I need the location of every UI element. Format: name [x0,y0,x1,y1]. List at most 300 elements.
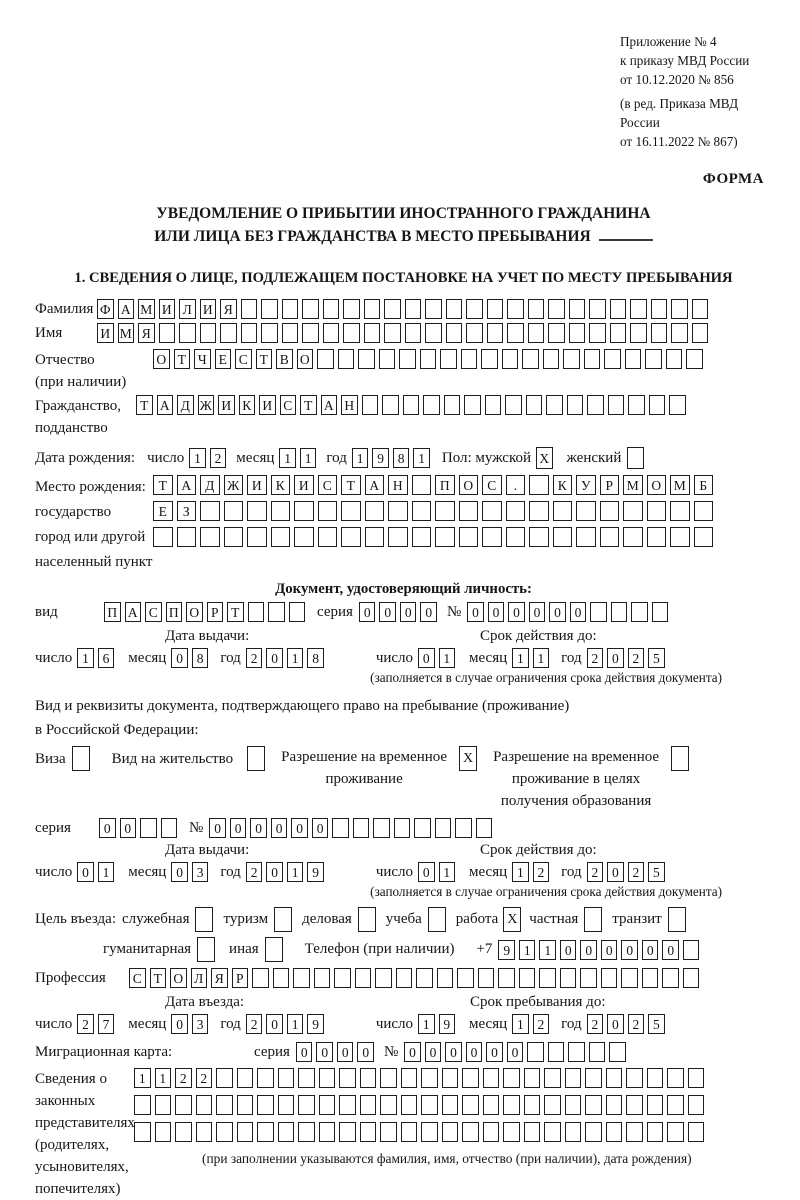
form-cell [487,299,504,319]
form-cell [241,323,258,343]
form-cell: 2 [628,862,645,882]
form-cell [647,1122,664,1142]
form-cell: 0 [508,602,525,622]
edu-residence-checkbox [671,746,689,771]
form-cell [585,1068,602,1088]
form-cell: И [218,395,235,415]
form-cell: 2 [246,1014,263,1034]
form-cell: 2 [628,1014,645,1034]
form-cell: С [235,349,252,369]
form-cell [522,349,539,369]
visa-checkbox [72,746,90,771]
form-cell [553,501,573,521]
given-name-row [35,323,772,343]
form-cell: 0 [209,818,226,838]
citizenship-label-line2: подданство [35,420,108,436]
form-cell: 1 [155,1068,172,1088]
title-line-2-text: ИЛИ ЛИЦА БЕЗ ГРАЖДАНСТВА В МЕСТО ПРЕБЫВАНИЯ [154,228,591,245]
form-cell [360,1122,377,1142]
form-cell: С [318,475,338,495]
form-cell: 2 [210,448,227,468]
form-cell [686,349,703,369]
month-label: месяц [469,863,508,880]
entry-day-cells [77,1014,118,1034]
document-title [35,202,772,248]
form-cell [257,1122,274,1142]
form-cell: 0 [357,1042,374,1062]
form-cell [318,501,338,521]
form-cell: 0 [621,940,638,960]
representatives-label-line: Сведения о [35,1071,107,1087]
form-cell: А [125,602,142,622]
form-label: ФОРМА [702,171,764,187]
profession-row [35,968,772,988]
form-cell [503,1095,520,1115]
form-cell [339,1068,356,1088]
form-cell: И [259,395,276,415]
temp-residence-label-line2: проживание [325,771,403,787]
form-cell [462,1122,479,1142]
form-cell [506,501,526,521]
identity-dates-header [35,628,772,646]
permit-series-row [35,818,772,838]
permit-valid-day [418,862,459,882]
form-cell [216,1122,233,1142]
form-cell [503,1068,520,1088]
form-cell: Е [215,349,232,369]
form-cell: 1 [413,448,430,468]
form-cell: 0 [230,818,247,838]
form-cell: 0 [662,940,679,960]
identity-doc-header: Документ, удостоверяющий личность: [275,581,532,597]
form-cell [683,968,700,988]
form-cell [455,818,472,838]
form-body [35,299,772,1200]
female-label: женский [566,449,622,466]
form-cell [323,299,340,319]
identity-doc-row [35,602,772,622]
form-cell [293,968,310,988]
title-line-2 [35,225,772,248]
permit-valid-year [587,862,669,882]
form-cell: 0 [642,940,659,960]
form-cell: 2 [587,862,604,882]
form-cell [548,323,565,343]
birth-place-row-3 [153,527,717,547]
form-cell [155,1122,172,1142]
form-cell: 0 [171,648,188,668]
form-cell: Р [600,475,620,495]
permit-intro-line1: Вид и реквизиты документа, подтверждающего право на пребывание (проживание) [35,698,570,714]
surname-cells [97,299,712,319]
form-cell: М [138,299,155,319]
purpose-other-checkbox [265,937,283,962]
form-cell: 3 [192,1014,209,1034]
form-cell: 8 [307,648,324,668]
form-cell [248,602,265,622]
representatives-label [35,1068,134,1200]
form-cell [339,1122,356,1142]
month-label: месяц [469,649,508,666]
entry-purpose-row [35,907,772,932]
representatives-row-3 [134,1122,708,1142]
form-cell: 0 [560,940,577,960]
patronymic-cells [153,349,707,369]
form-cell [671,299,688,319]
form-cell: 1 [77,648,94,668]
form-cell [524,1122,541,1142]
female-checkbox [627,447,644,469]
form-cell [485,395,502,415]
form-cell [358,349,375,369]
form-cell [565,1068,582,1088]
form-cell [565,1095,582,1115]
form-cell [140,818,157,838]
birth-place-cells [153,475,717,547]
form-cell [196,1122,213,1142]
form-cell: Т [136,395,153,415]
phone-label: Телефон (при наличии) [304,941,455,957]
form-cell [341,527,361,547]
form-cell [567,395,584,415]
purpose-official-label: служебная [121,911,190,927]
permit-series-cells [99,818,181,838]
form-cell [692,323,709,343]
form-cell: 0 [400,602,417,622]
form-cell [360,1095,377,1115]
entry-dates-header [35,994,772,1012]
permit-dates-header [35,842,772,860]
form-cell [466,299,483,319]
form-cell [364,299,381,319]
form-cell [483,1068,500,1088]
form-cell: 1 [287,1014,304,1034]
form-cell [526,395,543,415]
form-cell: 1 [539,940,556,960]
form-cell [606,1095,623,1115]
form-cell: 1 [533,648,550,668]
form-cell: И [247,475,267,495]
form-cell [568,1042,585,1062]
identity-issue-day [77,648,118,668]
form-cell [302,323,319,343]
form-cell: 1 [439,648,456,668]
form-cell [257,1068,274,1088]
form-cell [688,1095,705,1115]
form-cell: Я [211,968,228,988]
form-cell [224,501,244,521]
migration-number-cells [404,1042,630,1062]
purpose-other-label: иная [229,941,259,957]
form-cell: 5 [648,862,665,882]
form-cell: 9 [372,448,389,468]
form-cell [412,527,432,547]
form-cell [688,1122,705,1142]
form-cell: С [145,602,162,622]
form-cell: 1 [439,862,456,882]
form-cell [459,501,479,521]
form-cell [585,1122,602,1142]
title-blank-line [599,228,653,241]
month-label: месяц [236,449,275,466]
form-cell [546,395,563,415]
edu-residence-label [493,746,659,812]
series-label: серия [317,603,353,620]
form-cell: Б [694,475,714,495]
form-cell [464,395,481,415]
form-cell: 0 [607,1014,624,1034]
migration-card-label: Миграционная карта: [35,1043,173,1060]
form-cell [294,527,314,547]
purpose-tourism-checkbox [274,907,292,932]
form-cell [563,349,580,369]
form-cell [159,323,176,343]
form-cell [323,323,340,343]
form-cell [343,299,360,319]
form-cell [294,501,314,521]
form-cell [670,501,690,521]
form-cell: У [576,475,596,495]
form-cell [481,349,498,369]
form-cell [606,1068,623,1088]
form-cell: Ч [194,349,211,369]
form-cell [414,818,431,838]
form-cell: Т [300,395,317,415]
form-cell [444,395,461,415]
form-cell: О [170,968,187,988]
form-cell [179,323,196,343]
form-cell: 1 [279,448,296,468]
form-cell [375,968,392,988]
valid-until-label: Срок действия до: [480,842,597,858]
temp-residence-label-line1: Разрешение на временное [281,749,448,765]
form-cell: 0 [425,1042,442,1062]
form-cell [569,299,586,319]
form-cell: 0 [529,602,546,622]
form-cell: 0 [488,602,505,622]
year-label: год [561,649,582,666]
representatives-label-line: представителях [35,1115,135,1131]
entry-purpose-row-2 [35,937,772,962]
form-cell: 1 [512,862,529,882]
purpose-tourism-label: туризм [223,911,269,927]
form-cell: Т [153,475,173,495]
temp-residence-checkbox: X [459,746,477,771]
day-label: число [375,649,414,666]
form-cell: 0 [379,602,396,622]
form-cell [384,299,401,319]
form-cell: Р [232,968,249,988]
form-cell: 2 [246,862,263,882]
series-label: серия [35,819,71,836]
form-cell [334,968,351,988]
form-cell [483,1095,500,1115]
identity-valid-month [512,648,553,668]
stay-until-label: Срок пребывания до: [470,994,606,1010]
form-cell [623,527,643,547]
identity-issue-month [171,648,212,668]
form-cell: Т [256,349,273,369]
form-cell [380,1068,397,1088]
form-cell [487,323,504,343]
form-cell [610,299,627,319]
doc-kind-cells [104,602,309,622]
form-cell [539,968,556,988]
annex-amendment-line: от 16.11.2022 № 867) [620,134,738,149]
form-cell [420,349,437,369]
permit-number-cells [209,818,496,838]
form-cell [247,527,267,547]
citizenship-label-line1: Гражданство, [35,398,122,414]
purpose-humanitarian-label: гуманитарная [103,941,192,957]
form-cell [388,527,408,547]
form-cell [200,527,220,547]
form-cell: 9 [307,1014,324,1034]
form-cell [314,968,331,988]
form-cell: Д [200,475,220,495]
form-cell [671,323,688,343]
permit-valid-month [512,862,553,882]
form-cell: 0 [601,940,618,960]
form-cell: 2 [533,1014,550,1034]
form-cell [399,349,416,369]
form-cell: 3 [192,862,209,882]
form-cell: 0 [271,818,288,838]
representatives-cells [134,1068,708,1167]
form-cell [524,1068,541,1088]
form-cell [502,349,519,369]
form-cell: 0 [312,818,329,838]
form-cell [626,1122,643,1142]
representatives-label-line: законных [35,1093,96,1109]
form-cell [651,299,668,319]
form-cell: 0 [99,818,116,838]
form-cell: 1 [287,862,304,882]
form-cell [200,501,220,521]
form-cell [261,299,278,319]
form-cell: О [297,349,314,369]
stay-month-cells [512,1014,553,1034]
form-cell [498,968,515,988]
form-cell: Т [150,968,167,988]
form-cell [623,501,643,521]
form-cell [360,1068,377,1088]
form-cell [666,349,683,369]
form-cell [289,602,306,622]
form-cell: С [280,395,297,415]
form-cell [298,1122,315,1142]
form-cell [237,1122,254,1142]
form-cell [421,1095,438,1115]
form-cell [466,323,483,343]
form-cell [278,1068,295,1088]
form-cell: А [177,475,197,495]
form-cell [302,299,319,319]
form-cell: 1 [98,862,115,882]
form-cell [318,527,338,547]
purpose-private-checkbox [584,907,602,932]
form-cell: М [670,475,690,495]
form-cell [388,501,408,521]
form-cell [298,1095,315,1115]
residence-permit-label: Вид на жительство [111,751,234,767]
form-cell: 1 [352,448,369,468]
form-cell [175,1095,192,1115]
form-cell: 1 [300,448,317,468]
form-cell [425,299,442,319]
visa-label: Виза [35,751,66,767]
form-cell [216,1095,233,1115]
form-cell [507,299,524,319]
form-cell: 0 [607,648,624,668]
form-cell [506,527,526,547]
day-label: число [375,863,414,880]
form-cell: 0 [486,1042,503,1062]
representatives-label-line: (родителях, [35,1137,110,1153]
representatives-row-1 [134,1068,708,1088]
purpose-private-label: частная [529,911,579,927]
patronymic-label-line1: Отчество [35,352,95,368]
form-cell: . [506,475,526,495]
permit-issue-day [77,862,118,882]
form-cell: И [294,475,314,495]
form-cell [437,968,454,988]
given-name-cells [97,323,712,343]
birth-place-row-2 [153,501,717,521]
form-cell [412,501,432,521]
day-label: число [35,649,73,666]
form-cell [630,323,647,343]
form-cell: 6 [98,648,115,668]
permit-dates-row [35,862,772,882]
form-cell [625,349,642,369]
form-cell [134,1095,151,1115]
annex-line: к приказу МВД России [620,53,750,68]
form-cell: Р [207,602,224,622]
edu-residence-label-line2: проживание в целях [511,771,641,787]
form-cell [200,323,217,343]
form-cell: 8 [393,448,410,468]
day-label: число [35,1015,73,1032]
number-sign: № [446,603,462,620]
patronymic-label [35,349,153,393]
sex-label: Пол: мужской [441,449,532,466]
edu-residence-option [493,746,689,812]
form-cell [667,1095,684,1115]
form-cell: 0 [445,1042,462,1062]
form-cell [278,1122,295,1142]
form-cell [683,940,700,960]
form-cell [252,968,269,988]
permit-intro-line2: в Российской Федерации: [35,722,199,738]
representatives-label-line: попечителях) [35,1181,121,1197]
annex-line: от 10.12.2020 № 856 [620,72,734,87]
entry-month-cells [171,1014,212,1034]
form-cell: 1 [519,940,536,960]
birth-year-cells [352,448,434,468]
form-cell [319,1095,336,1115]
form-cell [647,501,667,521]
form-cell [647,1095,664,1115]
form-cell: 1 [134,1068,151,1088]
form-cell: И [200,299,217,319]
issue-date-label: Дата выдачи: [165,628,250,644]
form-cell [580,968,597,988]
phone-cells [498,940,703,960]
temp-residence-label [281,746,447,790]
form-cell [478,968,495,988]
form-cell [423,395,440,415]
